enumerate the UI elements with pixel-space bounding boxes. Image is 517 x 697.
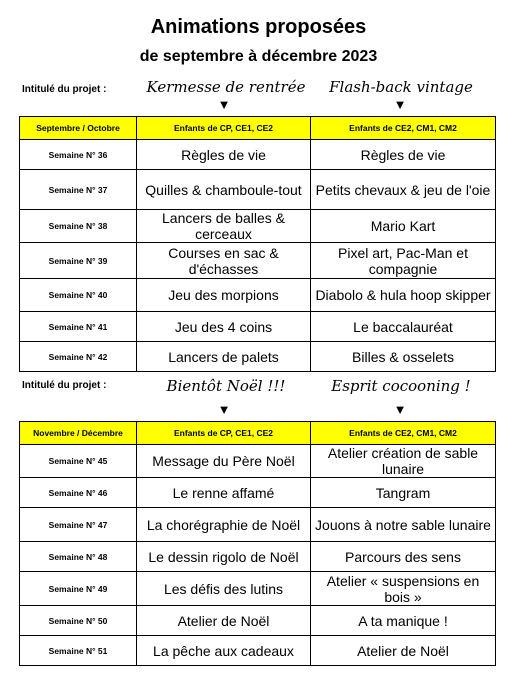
schedule-table-2 [19, 421, 496, 666]
week-cell: Semaine N° 36 [20, 140, 137, 170]
week-cell: Semaine N° 39 [20, 243, 137, 279]
week-cell: Semaine N° 49 [20, 572, 137, 606]
week-cell: Semaine N° 50 [20, 606, 137, 636]
activity-cell-younger: Règles de vie [137, 140, 311, 170]
activity-cell-younger: Lancers de palets [137, 342, 311, 372]
table-row [20, 606, 496, 636]
activity-cell-younger: La pêche aux cadeaux [137, 636, 311, 666]
activity-cell-older: Atelier création de sable lunaire [311, 445, 496, 478]
table-row [20, 312, 496, 342]
week-cell: Semaine N° 38 [20, 210, 137, 243]
activity-cell-older: Pixel art, Pac-Man et compagnie [311, 243, 496, 279]
table-row [20, 170, 496, 210]
activity-cell-older: Le baccalauréat [311, 312, 496, 342]
week-cell: Semaine N° 48 [20, 542, 137, 572]
table-row [20, 508, 496, 542]
table-row [20, 342, 496, 372]
table-row [20, 478, 496, 508]
table-header-row [20, 117, 496, 140]
activity-cell-younger: Courses en sac & d'échasses [137, 243, 311, 279]
arrow-down-icon: ▼ [393, 402, 407, 417]
activity-cell-younger: Quilles & chamboule-tout [137, 170, 311, 210]
activity-cell-younger: La chorégraphie de Noël [137, 508, 311, 542]
activity-cell-younger: Atelier de Noël [137, 606, 311, 636]
activity-cell-younger: Message du Père Noël [137, 445, 311, 478]
column-header: Enfants de CE2, CM1, CM2 [311, 117, 496, 140]
activity-cell-older: Atelier de Noël [311, 636, 496, 666]
activity-cell-older: Jouons à notre sable lunaire [311, 508, 496, 542]
activity-cell-older: Tangram [311, 478, 496, 508]
column-header: Enfants de CP, CE1, CE2 [137, 422, 311, 445]
arrow-down-icon: ▼ [393, 97, 407, 112]
project-name-right-2: Esprit cocooning ! [331, 377, 471, 395]
page-subtitle: de septembre à décembre 2023 [139, 48, 378, 65]
activity-cell-older: Atelier « suspensions en bois » [311, 572, 496, 606]
column-header: Septembre / Octobre [20, 117, 137, 140]
project-label-2: Intitulé du projet : [22, 380, 107, 391]
schedule-table-1 [19, 116, 496, 372]
page-title: Animations proposées [150, 16, 367, 38]
activity-cell-older: Petits chevaux & jeu de l'oie [311, 170, 496, 210]
activity-cell-older: Mario Kart [311, 210, 496, 243]
activity-cell-younger: Lancers de balles & cerceaux [137, 210, 311, 243]
table-row [20, 243, 496, 279]
week-cell: Semaine N° 42 [20, 342, 137, 372]
week-cell: Semaine N° 51 [20, 636, 137, 666]
project-name-left-1: Kermesse de rentrée [146, 78, 306, 96]
activity-cell-older: Diabolo & hula hoop skipper [311, 279, 496, 312]
table-row [20, 140, 496, 170]
activity-cell-younger: Le dessin rigolo de Noël [137, 542, 311, 572]
activity-cell-younger: Jeu des 4 coins [137, 312, 311, 342]
table-row [20, 445, 496, 478]
table-header-row [20, 422, 496, 445]
table-row [20, 279, 496, 312]
activity-cell-older: A ta manique ! [311, 606, 496, 636]
arrow-down-icon: ▼ [217, 402, 231, 417]
week-cell: Semaine N° 46 [20, 478, 137, 508]
arrow-down-icon: ▼ [217, 97, 231, 112]
column-header: Novembre / Décembre [20, 422, 137, 445]
project-label-1: Intitulé du projet : [22, 84, 107, 95]
project-name-right-1: Flash-back vintage [329, 78, 473, 96]
week-cell: Semaine N° 41 [20, 312, 137, 342]
table-row [20, 636, 496, 666]
activity-cell-older: Parcours des sens [311, 542, 496, 572]
activity-cell-younger: Les défis des lutins [137, 572, 311, 606]
activity-cell-younger: Jeu des morpions [137, 279, 311, 312]
week-cell: Semaine N° 45 [20, 445, 137, 478]
activity-cell-younger: Le renne affamé [137, 478, 311, 508]
project-name-left-2: Bientôt Noël !!! [166, 377, 286, 395]
column-header: Enfants de CP, CE1, CE2 [137, 117, 311, 140]
activity-cell-older: Billes & osselets [311, 342, 496, 372]
week-cell: Semaine N° 37 [20, 170, 137, 210]
activity-cell-older: Règles de vie [311, 140, 496, 170]
table-row [20, 572, 496, 606]
week-cell: Semaine N° 47 [20, 508, 137, 542]
table-row [20, 210, 496, 243]
table-row [20, 542, 496, 572]
column-header: Enfants de CE2, CM1, CM2 [311, 422, 496, 445]
week-cell: Semaine N° 40 [20, 279, 137, 312]
